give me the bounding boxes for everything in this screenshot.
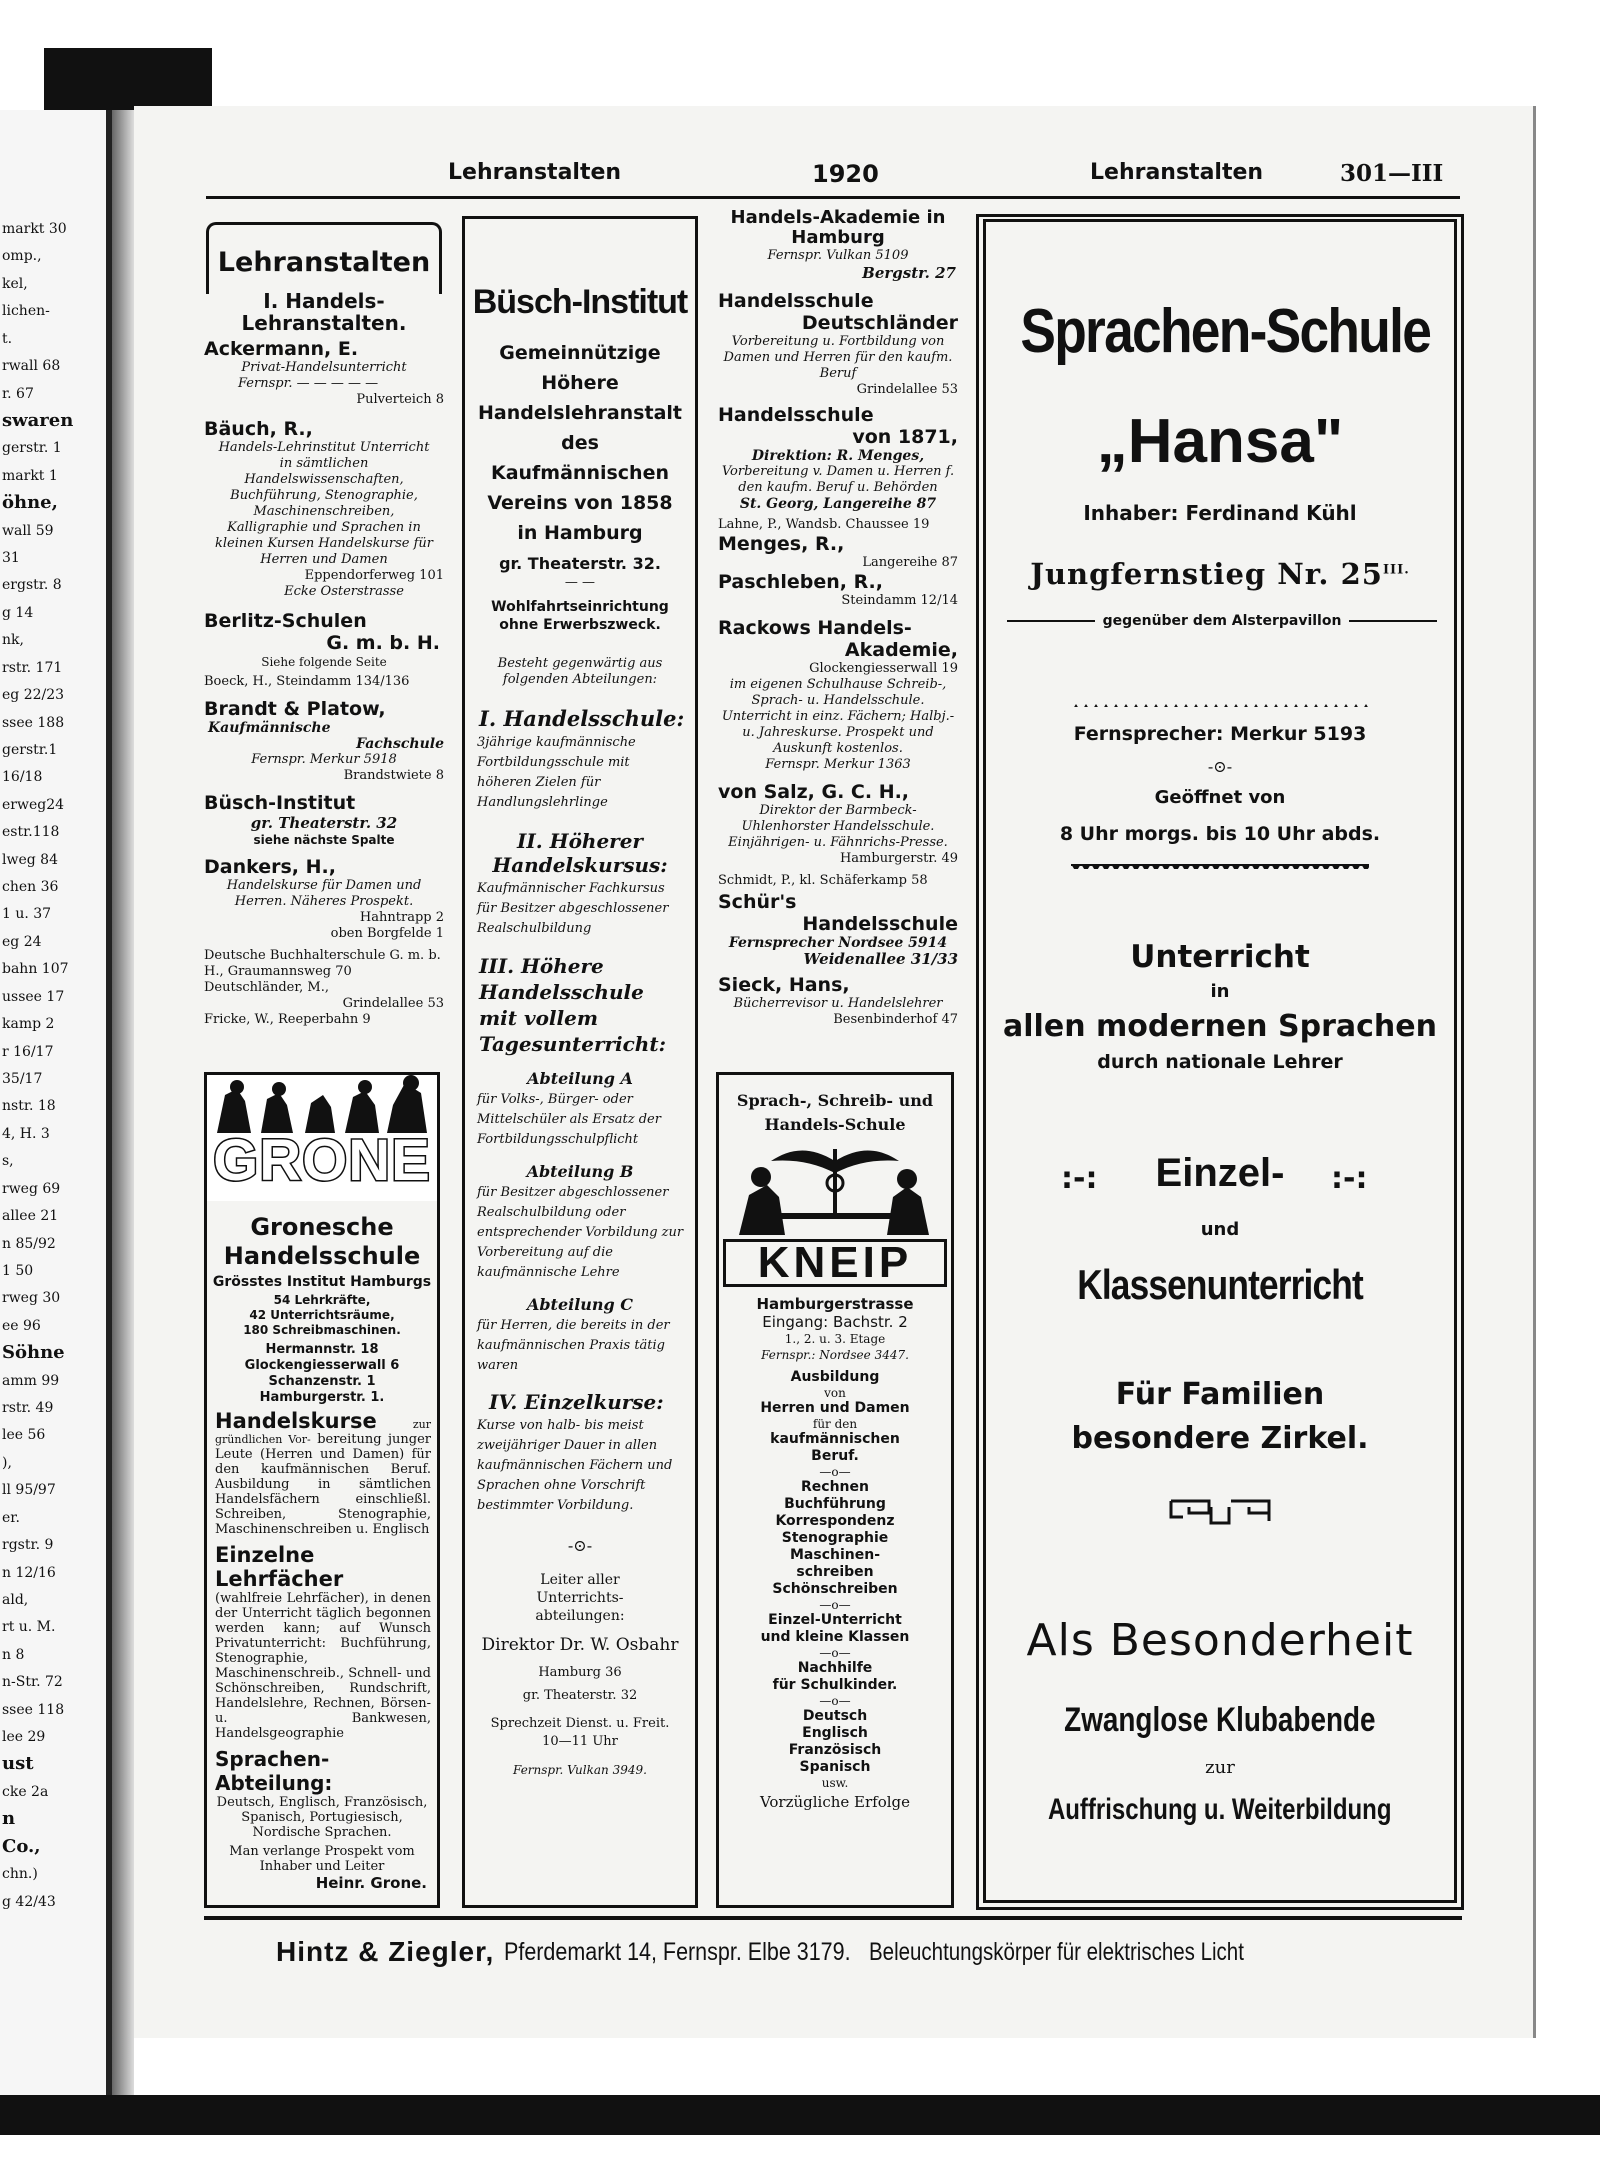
bauch-name: Bäuch, R., (204, 418, 313, 440)
left-page-line: ald, (2, 1591, 29, 1608)
hansa-open: Geöffnet von (1154, 787, 1286, 808)
hansa-familien: Für Familien (1115, 1377, 1325, 1412)
ackermann-addr: Pulverteich 8 (356, 392, 444, 407)
left-page-line: nstr. 18 (2, 1098, 56, 1115)
hansa-besonderheit: Als Besonderheit (1026, 1615, 1414, 1666)
left-page-line: markt 1 (2, 467, 58, 484)
busch-institut-ad (462, 216, 698, 1908)
busch-s4-text: Kurse von halb- bis meist zweijähriger Dauer in allen kaufmännischen Fächern und Sprachen ohne Vorschrift bestimmter Vorbildung. (477, 1418, 673, 1513)
grone-address-line: Glockengiesserwall 6 (244, 1358, 400, 1373)
left-page-line: Söhne (2, 1344, 65, 1363)
hansa-ad (976, 214, 1464, 1910)
grone-address-line: Hermannstr. 18 (265, 1342, 379, 1357)
hansa-klassen (979, 1261, 1461, 1309)
grone-sprach-text: Deutsch, Englisch, Französisch, Spanisch, Portugiesisch, Nordische Sprachen. (216, 1795, 428, 1840)
lahne-entry: Lahne, P., Wandsb. Chaussee 19 (718, 517, 930, 532)
rackow-name2: Akademie, (844, 639, 958, 661)
h1871-desc: Vorbereitung v. Damen u. Herren f. den kaufm. Beruf u. Behörden (721, 464, 955, 495)
left-page-line: rweg 30 (2, 1290, 61, 1307)
salz-name: von Salz, G. C. H., (718, 781, 910, 803)
deutschl-desc: Vorbereitung u. Fortbildung von Damen und Herren für den kaufm. Beruf (723, 334, 953, 381)
busch-sprechzeit: Sprechzeit Dienst. u. Freit. 10—11 Uhr (490, 1716, 670, 1749)
left-page-line: lee 29 (2, 1729, 46, 1746)
akad-name: Handels-Akademie in Hamburg (730, 208, 946, 248)
hansa-address-sup: III. (1382, 562, 1410, 578)
sieck-name: Sieck, Hans, (718, 974, 850, 996)
h1871-name2: von 1871, (852, 426, 958, 448)
kneip-ausbildung-line: Ausbildung (790, 1369, 880, 1385)
grone-addresses (207, 1342, 437, 1406)
grone-owner: Heinr. Grone. (315, 1874, 427, 1892)
left-page-line: chen 36 (2, 879, 59, 896)
brandt-addr: Brandstwiete 8 (343, 768, 444, 783)
hansa-title (987, 297, 1453, 367)
busch-wohl2: ohne Erwerbszweck. (499, 617, 661, 633)
footer-address: Pferdemarkt 14, Fernspr. Elbe 3179. (504, 1937, 851, 1966)
book-spine-shadow (44, 48, 212, 110)
kneip-fach-line: Buchführung (784, 1496, 886, 1512)
bauch-addr: Eppendorferweg 101 (304, 568, 444, 583)
berlitz-name: Berlitz-Schulen (204, 610, 367, 632)
kneip-fach-line: Stenographie (781, 1530, 889, 1546)
kneip-sprache-line: Englisch (802, 1725, 868, 1741)
left-page-line: markt 30 (2, 221, 67, 237)
left-page-line: ust (2, 1755, 34, 1774)
grone-stat-line: 180 Schreibmaschinen. (243, 1323, 401, 1337)
kneip-illustration (719, 1139, 951, 1239)
schmidt-entry: Schmidt, P., kl. Schäferkamp 58 (718, 873, 928, 888)
left-page-line: 1 50 (2, 1262, 34, 1279)
kneip-fernspr: Fernspr.: Nordsee 3447. (761, 1348, 909, 1362)
busch-ornament: -⊙- (567, 1536, 593, 1555)
left-page-line: ssee 188 (2, 714, 65, 731)
left-page-line: 4, H. 3 (2, 1125, 50, 1142)
grone-sprach-head: Sprachen-Abteilung: (215, 1747, 333, 1795)
kneip-sprache-line: Französisch (788, 1742, 882, 1758)
hansa-in: in (1210, 981, 1230, 1002)
busch-s3: III. Höhere Handelsschule mit vollem Tagesunterricht: (479, 954, 666, 1056)
footer-firm: Hintz & Ziegler, (276, 1936, 495, 1967)
rackow-name: Rackows Handels- (718, 617, 912, 639)
kneip-eingang: Eingang: Bachstr. 2 (762, 1313, 908, 1331)
ackermann-fernspr: Fernspr. — — — — — (238, 376, 379, 391)
left-page-line: öhne, (2, 494, 58, 513)
busch-intro: Besteht gegenwärtig aus folgenden Abteilungen: (497, 656, 663, 687)
hansa-auffrischung (979, 1793, 1461, 1827)
hansa-auffrischung-text: Auffrischung u. Weiterbildung (1048, 1793, 1392, 1826)
hansa-lehrer: durch nationale Lehrer (1097, 1051, 1343, 1073)
kneip-ausbildung-line: Beruf. (811, 1448, 859, 1464)
left-page-line: n 8 (2, 1646, 25, 1663)
left-page-line: rstr. 49 (2, 1400, 54, 1417)
grone-stat-line: 42 Unterrichtsräume, (249, 1308, 395, 1322)
kneip-fach-line: Rechnen (801, 1479, 869, 1495)
kneip-separator: —o— (819, 1465, 851, 1479)
header-year: 1920 (812, 160, 879, 188)
busch-abt-c: Abteilung C (526, 1295, 634, 1314)
left-page-line: amm 99 (2, 1372, 60, 1389)
left-page-line: g 14 (2, 604, 34, 621)
berlitz-name2: G. m. b. H. (326, 632, 440, 654)
hansa-ornament: -⊙- (1207, 757, 1233, 776)
busch-intro-lines (465, 338, 695, 548)
sieck-desc: Bücherrevisor u. Handelslehrer (733, 996, 943, 1011)
left-page-line: 1 u. 37 (2, 906, 52, 923)
left-page-line: n-Str. 72 (2, 1674, 63, 1691)
deutschlaender-name: Deutschländer, M., (204, 980, 329, 995)
busch-intro-line: in Hamburg (517, 522, 643, 544)
left-page-line: ll 95/97 (2, 1482, 56, 1499)
left-page-line: lichen- (2, 303, 50, 320)
kneip-addr: Hamburgerstrasse (756, 1295, 914, 1313)
hansa-address (979, 557, 1461, 591)
rackow-desc: im eigenen Schulhause Schreib-, Sprach- u. Handelsschule. Unterricht in einz. Fächern; Halbj.- u. Jahreskurse. Prospekt und Auskunft kostenlos. (721, 677, 955, 756)
kneip-fach-line: Korrespondenz (775, 1513, 895, 1529)
hansa-zigzag-bottom (1071, 859, 1369, 869)
rackow-addr: Glockengiesserwall 19 (809, 661, 958, 676)
kneip-einzel-line: und kleine Klassen (760, 1629, 910, 1645)
left-page-line: kel, (2, 275, 28, 292)
salz-addr: Hamburgerstr. 49 (839, 851, 958, 866)
section-heading-frame (206, 222, 442, 294)
page-gutter (112, 110, 134, 2095)
grone-stats (207, 1293, 437, 1338)
left-page-line: swaren (2, 411, 74, 430)
brandt-desc: Kaufmännische (208, 720, 331, 736)
footer-rule (204, 1916, 1462, 1920)
brandt-fernspr: Fernspr. Merkur 5918 (251, 752, 397, 767)
kneip-ausbildung-line: kaufmännischen (770, 1431, 900, 1447)
left-page-line: 35/17 (2, 1071, 43, 1087)
busch-intro-line: Gemeinnützige (499, 342, 661, 364)
schuer-fernspr: Fernsprecher Nordsee 5914 (728, 935, 948, 951)
left-page-line: cke 2a (2, 1783, 49, 1800)
grone-logo-text: GRONE (213, 1128, 431, 1193)
kneip-body (719, 1369, 951, 1812)
left-page-line: rwall 68 (2, 358, 61, 375)
kneip-separator: —o— (819, 1646, 851, 1660)
left-page-line: lweg 84 (2, 851, 58, 868)
left-page-line: kamp 2 (2, 1016, 55, 1033)
menges-name: Menges, R., (718, 533, 845, 555)
rule-right (1349, 620, 1437, 622)
grone-title: Gronesche Handelsschule (223, 1213, 421, 1270)
brandt-desc2: Fachschule (356, 736, 444, 752)
deutsche-entry: Deutsche Buchhalterschule G. m. b. H., Graumannsweg 70 (204, 948, 441, 979)
kneip-ausbildung-line: von (824, 1386, 846, 1400)
hansa-address-text: Jungfernstieg Nr. 25 (1030, 557, 1383, 591)
busch-address: gr. Theaterstr. 32. (499, 554, 661, 573)
kneip-sprache-line: Spanisch (799, 1759, 871, 1775)
brandt-name: Brandt & Platow, (204, 698, 386, 720)
hansa-und: und (1200, 1219, 1240, 1240)
busch-abt-a: Abteilung A (527, 1069, 633, 1088)
hansa-emblem (1169, 1499, 1271, 1525)
kneip-sprache-line: usw. (821, 1776, 849, 1790)
h1871-dir: Direktion: R. Menges, (751, 448, 925, 464)
zigzag-top-icon (1071, 702, 1369, 707)
left-page-text (2, 220, 110, 1920)
kneip-logo-text: KNEIP (723, 1239, 947, 1287)
left-page-line: allee 21 (2, 1208, 59, 1225)
busch-s1: I. Handelsschule: (479, 706, 685, 731)
page-number: 301—III (1340, 160, 1444, 187)
grone-einzel-head: Einzelne Lehrfächer (215, 1543, 344, 1591)
left-page-line: rstr. 171 (2, 659, 63, 676)
kneip-ausbildung-line: Herren und Damen (760, 1400, 910, 1416)
hansa-opposite: gegenüber dem Alsterpavillon (1102, 613, 1342, 629)
deutschl-addr: Grindelallee 53 (856, 382, 958, 397)
kneip-nachhilfe-line: für Schulkinder. (772, 1677, 898, 1693)
left-page-line: gerstr. 1 (2, 440, 62, 457)
hansa-zur: zur (1205, 1757, 1235, 1778)
busch-name: Büsch-Institut (204, 792, 356, 814)
paschleben-name: Paschleben, R., (718, 571, 883, 593)
busch-abt-b-text: für Besitzer abgeschlossener Realschulbildung oder entsprechender Vorbildung zur Vorbereitung auf die kaufmännische Lehre (477, 1185, 684, 1280)
left-page-line: r. 67 (2, 385, 34, 402)
left-page-line: ussee 17 (2, 988, 65, 1005)
hansa-name: „Hansa" (1096, 407, 1344, 476)
hansa-hours: 8 Uhr morgs. bis 10 Uhr abds. (1059, 823, 1381, 845)
top-margin (0, 0, 1600, 48)
left-page-line: Co., (2, 1837, 41, 1856)
left-page-line: ergstr. 8 (2, 577, 62, 594)
kneip-einzel-line: Einzel-Unterricht (768, 1612, 902, 1628)
left-page-line: rweg 69 (2, 1180, 61, 1197)
grone-einzel-text: (wahlfreie Lehrfächer), in denen der Unterricht täglich begonnen werden kann; auf Wunsch Privatunterricht: Buchführung, Stenographie, Maschinenschreib., Schnell- und Schönschreiben, Rundschrift, Handelslehre, Rechnen, Börsen- u. Bankwesen, Handelsgeographie (215, 1591, 431, 1741)
grone-kurse (215, 1409, 432, 1537)
busch-s1-text: 3jährige kaufmännische Fortbildungsschule mit höheren Zielen für Handlungslehrlinge (477, 735, 636, 810)
left-page-line: rgstr. 9 (2, 1537, 54, 1554)
hansa-owner: Inhaber: Ferdinand Kühl (1083, 501, 1357, 525)
fricke-entry: Fricke, W., Reeperbahn 9 (204, 1012, 371, 1027)
schuer-name2: Handelsschule (802, 913, 958, 935)
h1871-addr: St. Georg, Langereihe 87 (739, 496, 937, 512)
grone-subtitle: Grösstes Institut Hamburgs (212, 1274, 432, 1290)
grone-address-line: Schanzenstr. 1 (268, 1374, 376, 1389)
dankers-name: Dankers, H., (204, 856, 336, 878)
kneip-ad (716, 1072, 954, 1908)
left-page-line: rt u. M. (2, 1619, 56, 1636)
busch-direktor: Direktor Dr. W. Osbahr (481, 1635, 679, 1655)
subsection-heading: I. Handels-Lehranstalten. (241, 289, 407, 335)
busch-dash: — — (564, 575, 596, 590)
rackow-fernspr: Fernspr. Merkur 1363 (765, 757, 911, 772)
hansa-zigzag-top (1071, 697, 1369, 707)
hansa-opposite-row (1007, 613, 1437, 629)
kneip-separator: —o— (819, 1694, 851, 1708)
hansa-marks-right: :-: (1331, 1161, 1368, 1196)
salz-desc: Direktor der Barmbeck-Uhlenhorster Handelsschule. Einjährigen- u. Fähnrichs-Presse. (728, 803, 948, 850)
bottom-dark-band (0, 2095, 1600, 2135)
left-page-line: n 85/92 (2, 1235, 56, 1252)
left-page-line: r 16/17 (2, 1043, 54, 1060)
column-3-listings (718, 208, 958, 1066)
left-page-line: erweg24 (2, 796, 65, 813)
hansa-sprachen: allen modernen Sprachen (1003, 1009, 1437, 1044)
busch-intro-line: des (561, 432, 599, 454)
dankers-addr: Hahntrapp 2 (359, 910, 444, 925)
zigzag-bottom-icon (1071, 864, 1369, 869)
busch-intro-line: Höhere (541, 372, 619, 394)
bauch-desc: Handels-Lehrinstitut Unterricht in sämtlichen Handelswissenschaften, Buchführung, Stenographie, Maschinenschreiben, Kalligraphie und Sprachen in kleinen Kursen Handelskurse für Herren und Damen (214, 440, 433, 567)
left-page-line: estr.118 (2, 824, 60, 841)
busch-s4: IV. Einzelkurse: (489, 1390, 664, 1414)
schuer-name: Schür's (718, 891, 797, 913)
rule-left (1007, 620, 1095, 622)
section-heading: Lehranstalten (217, 247, 431, 278)
busch-abt-a-text: für Volks-, Bürger- oder Mittelschüler als Ersatz der Fortbildungsschulpflicht (477, 1092, 661, 1147)
hansa-klassen-text: Klassenunterricht (1077, 1261, 1363, 1308)
hansa-marks-left: :-: (1061, 1161, 1098, 1196)
left-page-line: n (2, 1810, 16, 1829)
grone-address-line: Hamburgerstr. 1. (259, 1390, 385, 1405)
column-1-listings (204, 218, 444, 1068)
ackermann-desc: Privat-Handelsunterricht (241, 360, 407, 375)
kneip-etage: 1., 2. u. 3. Etage (784, 1332, 886, 1346)
hansa-title-text: Sprachen-Schule (1020, 297, 1431, 366)
hansa-klub-text: Zwanglose Klubabende (1064, 1701, 1376, 1739)
sieck-addr: Besenbinderhof 47 (833, 1012, 958, 1027)
busch-s2: II. Höherer Handelskursus: (492, 829, 668, 877)
kneip-fach-line: Maschinen- (789, 1547, 880, 1563)
kneip-logo (719, 1139, 951, 1289)
kneip-nachhilfe-line: Nachhilfe (797, 1660, 873, 1676)
dankers-addr2: oben Borgfelde 1 (330, 926, 444, 941)
left-page-line: ), (2, 1454, 12, 1471)
left-page-line: gerstr.1 (2, 741, 58, 758)
left-page-line: 16/18 (2, 769, 43, 786)
grone-ad (204, 1072, 440, 1908)
deutschl-name: Handelsschule (718, 290, 874, 312)
left-page-line: er. (2, 1509, 20, 1526)
busch-hamburg: Hamburg 36 (538, 1665, 622, 1680)
kneip-fach-line: Schönschreiben (772, 1581, 898, 1597)
hansa-zirkel: besondere Zirkel. (1071, 1421, 1369, 1456)
dankers-desc: Handelskurse für Damen und Herren. Näheres Prospekt. (226, 878, 422, 909)
left-page-line: nk, (2, 632, 24, 649)
header-rule (206, 196, 1460, 199)
deutschlaender-addr: Grindelallee 53 (342, 996, 444, 1011)
left-page-line: wall 59 (2, 522, 54, 539)
grone-kurse-text: bereitung junger Leute (Herren und Damen) für den kaufmännischen Beruf. Ausbildung in sämtlichen Handelsfächern einschließl. Schreiben, Stenographie, Maschinenschreiben u. Englisch (215, 1432, 432, 1537)
left-page-line: s, (2, 1153, 14, 1170)
grone-kurse-side: zur gründlichen Vor- (215, 1418, 431, 1446)
hansa-einzel: Einzel- (1155, 1151, 1285, 1195)
grone-footer: Man verlange Prospekt vom Inhaber und Leiter (229, 1844, 415, 1874)
menges-addr: Langereihe 87 (862, 555, 958, 570)
busch-abt-c-text: für Herren, die bereits in der kaufmännischen Praxis tätig waren (477, 1318, 670, 1373)
kneip-fach-line: schreiben (796, 1564, 874, 1580)
busch-fernspr: Fernspr. Vulkan 3949. (513, 1763, 647, 1777)
schuer-addr: Weidenallee 31/33 (803, 950, 958, 968)
busch-addr: gr. Theaterstr. 32 (250, 814, 398, 832)
kneip-title: Sprach-, Schreib- und Handels-Schule (736, 1091, 934, 1134)
busch-title: Büsch-Institut (472, 283, 688, 321)
header-left: Lehranstalten (448, 160, 622, 185)
kneip-separator: —o— (819, 1598, 851, 1612)
left-page-line: g 42/43 (2, 1893, 56, 1910)
hansa-telephone: Fernsprecher: Merkur 5193 (1073, 723, 1367, 745)
h1871-name: Handelsschule (718, 404, 874, 426)
footer-ad (204, 1928, 1462, 1976)
paschleben-addr: Steindamm 12/14 (841, 593, 958, 608)
left-page-line: n 12/16 (2, 1564, 56, 1581)
busch-s2-text: Kaufmännischer Fachkursus für Besitzer abgeschlossener Realschulbildung (477, 881, 669, 936)
busch-intro-line: Vereins von 1858 (487, 492, 673, 514)
grone-kurse-head: Handelskurse (215, 1409, 377, 1433)
busch-abt-b: Abteilung B (526, 1162, 634, 1181)
hansa-klub (979, 1701, 1461, 1740)
left-page-line: eg 22/23 (2, 687, 65, 704)
left-page-line: eg 24 (2, 933, 42, 950)
left-page-line: lee 56 (2, 1427, 46, 1444)
kneip-sprache-line: Deutsch (802, 1708, 868, 1724)
kneip-ausbildung-line: für den (812, 1417, 858, 1431)
boeck-entry: Boeck, H., Steindamm 134/136 (204, 674, 410, 689)
left-page-line: 31 (2, 550, 20, 567)
berlitz-note: Siehe folgende Seite (261, 655, 387, 669)
bauch-addr2: Ecke Osterstrasse (284, 584, 404, 599)
busch-wohl: Wohlfahrtseinrichtung (491, 599, 669, 615)
hansa-emblem-icon (1169, 1499, 1271, 1525)
left-page-line: ssee 118 (2, 1701, 65, 1718)
left-page-line: omp., (2, 248, 42, 265)
busch-note: siehe nächste Spalte (253, 833, 395, 847)
ackermann-name: Ackermann, E. (204, 338, 359, 360)
busch-hamburg2: gr. Theaterstr. 32 (522, 1688, 638, 1703)
akad-addr: Bergstr. 27 (862, 264, 956, 282)
kneip-erfolge: Vorzügliche Erfolge (759, 1793, 911, 1811)
hansa-unterricht: Unterricht (1130, 939, 1310, 975)
left-page-line: t. (2, 330, 13, 347)
busch-intro-line: Kaufmännischen (490, 462, 670, 484)
header-right: Lehranstalten (1090, 160, 1264, 185)
busch-leiter: Leiter aller Unterrichts-abteilungen: (535, 1572, 625, 1624)
left-page-line: ee 96 (2, 1317, 41, 1334)
akad-fernspr: Fernspr. Vulkan 5109 (767, 248, 909, 263)
deutschl-name2: Deutschländer (801, 312, 958, 334)
left-page-line: chn.) (2, 1866, 38, 1883)
grone-stat-line: 54 Lehrkräfte, (273, 1293, 371, 1307)
grone-logo (207, 1075, 437, 1201)
footer-description: Beleuchtungskörper für elektrisches Licht (869, 1937, 1245, 1966)
busch-intro-line: Handelslehranstalt (477, 402, 682, 424)
left-page-line: bahn 107 (2, 961, 69, 978)
